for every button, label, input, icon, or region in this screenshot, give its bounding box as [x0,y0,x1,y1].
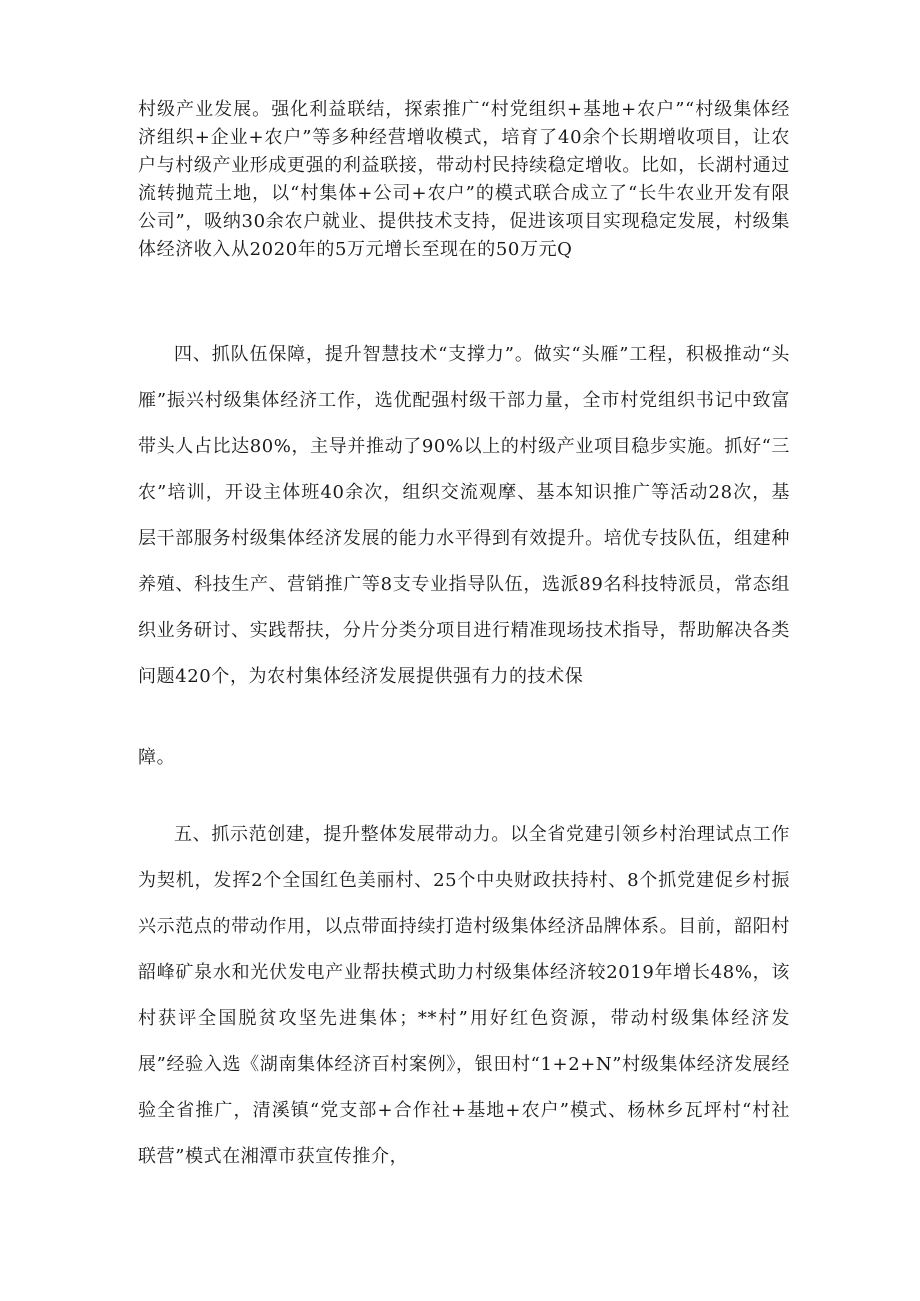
paragraph-team-support: 四、抓队伍保障，提升智慧技术“支撑力”。做实“头雁”工程，积极推动“头雁”振兴村级集体经济工作，选优配强村级干部力量，全市村党组织书记中致富带头人占比达80%，主导并推动了90%以上的村级产业项目稳步实施。抓好“三农”培训，开设主体班40余次，组织交流观摩、基本知识推广等活动28次，基层干部服务村级集体经济发展的能力水平得到有效提升。培优专技队伍，组建种养殖、科技生产、营销推广等8支专业指导队伍，选派89名科技特派员，常态组织业务研讨、实践帮扶，分片分类分项目进行精准现场技术指导，帮助解决各类问题420个，为农村集体经济发展提供强有力的技术保 [138,344,790,687]
paragraph-team-support-tail: 障。 [138,747,176,768]
paragraph-demonstration: 五、抓示范创建，提升整体发展带动力。以全省党建引领乡村治理试点工作为契机，发挥2个全国红色美丽村、25个中央财政扶持村、8个抓党建促乡村振兴示范点的带动作用，以点带面持续打造村级集体经济品牌体系。目前，韶阳村韶峰矿泉水和光伏发电产业帮扶模式助力村级集体经济较2019年增长48%，该村获评全国脱贫攻坚先进集体；**村”用好红色资源，带动村级集体经济发展”经验入选《湖南集体经济百村案例》，银田村“1+2+N”村级集体经济发展经验全省推广，清溪镇“党支部+合作社+基地+农户”模式、杨林乡瓦坪村“村社联营”模式在湘潭市获宣传推介， [138,824,790,1167]
paragraph-rural-industry: 村级产业发展。强化利益联结，探索推广“村党组织+基地+农户”“村级集体经济组织+企业+农户”等多种经营增收模式，培育了40余个长期增收项目，让农户与村级产业形成更强的利益联接，带动村民持续稳定增收。比如，长湖村通过流转抛荒土地，以“村集体+公司+农户”的模式联合成立了“长牛农业开发有限公司”，吸纳30余农户就业、提供技术支持，促进该项目实现稳定发展，村级集体经济收入从2020年的5万元增长至现在的50万元Q [138,99,790,260]
